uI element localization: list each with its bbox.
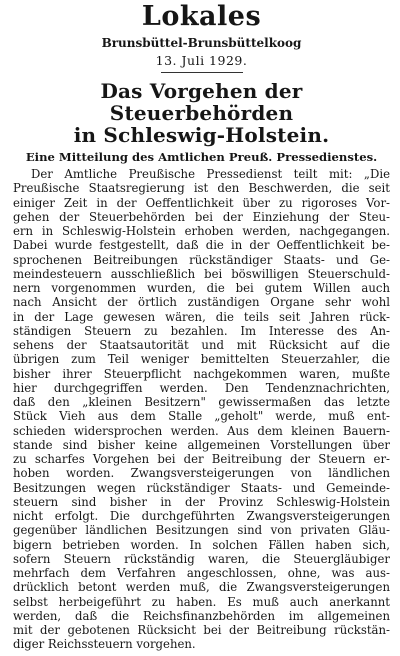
article-line: meindesteuern ausschließlich bei böswilligen Steuerschuld-	[13, 266, 390, 281]
article-line: Der Amtliche Preußische Pressedienst teilt mit: „Die	[31, 167, 390, 181]
article-line: gehen der Steuerbehörden bei der Einziehung der Steu-	[13, 209, 390, 224]
article-line: Stück Vieh aus dem Stalle „geholt" werde, muß ent-	[13, 409, 390, 424]
article-subheading: Eine Mitteilung des Amtlichen Preuß. Pressedienstes.	[25, 150, 378, 164]
headline-line: in Schleswig-Holstein.	[73, 123, 330, 147]
article-line: übrigen zum Teil weniger bemittelten Steuerzahler, die	[13, 352, 390, 367]
article-line: Besitzungen wegen rückständiger Staats- und Gemeinde-	[13, 480, 390, 495]
divider-rule	[161, 72, 243, 73]
headline-line: Das Vorgehen der Steuerbehörden	[100, 79, 303, 125]
article-line: Dabei wurde festgestellt, daß die in der Oeffentlichkeit be-	[13, 238, 390, 253]
article-line: sehens der Staatsautorität und mit Rücksicht auf die	[13, 338, 390, 352]
article-line: nern vorgenommen wurden, die bei gutem Willen auch	[13, 281, 390, 295]
article-line: in der Lage gewesen wären, die teils seit Jahren rück-	[13, 309, 390, 324]
article-line: ern in Schleswig-Holstein erhoben werden, nachgegangen.	[13, 224, 390, 238]
article-line: nicht erfolgt. Die durchgeführten Zwangsversteigerungen	[13, 509, 390, 523]
article-line: schieden widersprochen werden. Aus dem kleinen Bauern-	[13, 423, 390, 438]
article-line: gegenüber ländlichen Besitzungen sind von privaten Gläu-	[13, 523, 390, 538]
article-headline	[13, 80, 390, 146]
article-line: daß den „kleinen Besitzern" gewissermaßen das letzte	[13, 395, 390, 409]
section-title: Lokales	[141, 1, 262, 32]
article-line: einiger Zeit in der Oeffentlichkeit über zu rigoroses Vor-	[13, 195, 390, 210]
article-line: nach Ansicht der örtlich zuständigen Organe sehr wohl	[13, 295, 390, 310]
article-line: hier durchgegriffen werden. Den Tendenznachrichten,	[13, 380, 390, 395]
article-line: hoben worden. Zwangsversteigerungen von ländlichen	[13, 466, 390, 481]
dateline-date: 13. Juli 1929.	[155, 53, 248, 68]
article-line: ständigen Steuern zu bezahlen. Im Interesse des An-	[13, 323, 390, 338]
article-line: stande sind bisher keine allgemeinen Vorstellungen über	[13, 437, 390, 452]
article-line: diger Reichssteuern vorgehen.	[13, 637, 196, 652]
article-line: zu scharfes Vorgehen bei der Beitreibung der Steuern er-	[13, 452, 390, 466]
article-line: selbst herbeigeführt zu haben. Es muß auch anerkannt	[13, 594, 390, 609]
article-line: Preußische Staatsregierung ist den Beschwerden, die seit	[13, 181, 390, 196]
article-line: sprochenen Beitreibungen rückständiger Staats- und Ge-	[13, 252, 390, 267]
article-line: drücklich betont werden muß, die Zwangsversteigerungen	[13, 580, 390, 595]
article-line: bigern betrieben worden. In solchen Fällen haben sich,	[13, 537, 390, 552]
article-line: werden, daß die Reichsfinanzbehörden im allgemeinen	[13, 608, 390, 623]
article-line: mehrfach dem Verfahren angeschlossen, ohne, was aus-	[13, 566, 390, 580]
article-line: mit der gebotenen Rücksicht bei der Beitreibung rückstän-	[13, 623, 390, 637]
article-line: bisher ihrer Steuerpflicht nachgekommen waren, mußte	[13, 366, 390, 381]
article-line: steuern sind bisher in der Provinz Schleswig-Holstein	[13, 494, 390, 509]
article-line: sofern Steuern rückständig waren, die Steuergläubiger	[13, 551, 390, 566]
dateline-place: Brunsbüttel-Brunsbüttelkoog	[101, 36, 302, 50]
article-body	[13, 167, 390, 652]
